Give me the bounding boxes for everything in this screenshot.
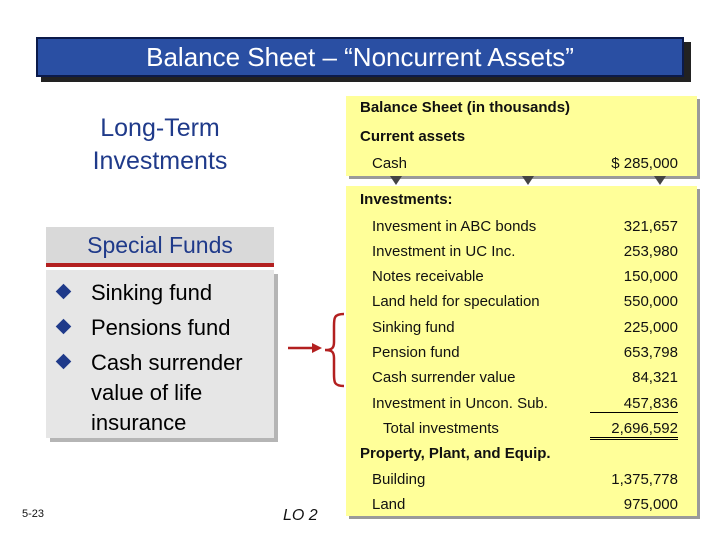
diamond-bullet-icon	[56, 284, 72, 300]
diamond-bullet-icon	[56, 319, 72, 335]
investment-row-label: Investment in UC Inc.	[372, 243, 516, 260]
bullet-text: Pensions fund	[91, 315, 231, 340]
investment-row-label: Invesment in ABC bonds	[372, 218, 537, 235]
marker-icon	[522, 176, 534, 185]
special-funds-header: Special Funds	[46, 227, 274, 267]
investment-row-value: 550,000	[623, 293, 678, 310]
learning-objective: LO 2	[283, 507, 318, 524]
slide-number: 5-23	[22, 508, 45, 520]
total-investments-value	[520, 420, 678, 440]
heading-line-1: Long-Term	[100, 114, 220, 142]
investment-row-label: Cash surrender value	[372, 369, 516, 386]
current-assets-label: Current assets	[360, 128, 466, 145]
investment-row-label: Notes receivable	[372, 268, 484, 285]
bullet-text: Sinking fund	[91, 280, 213, 305]
ppe-row-value: 975,000	[623, 496, 678, 513]
investments-label: Investments:	[360, 191, 453, 208]
investment-row-value: 150,000	[623, 268, 678, 285]
ppe-row-label: Land	[372, 496, 406, 513]
ppe-row-value: 1,375,778	[611, 471, 678, 488]
ppe-row-label: Building	[372, 471, 426, 488]
heading-line-2: Investments	[92, 147, 228, 175]
underlined-value: 457,836	[590, 395, 678, 413]
long-term-investments-heading	[70, 112, 250, 178]
investment-row-label: Pension fund	[372, 344, 460, 361]
double-underlined-value: 2,696,592	[590, 420, 678, 440]
left-brace-icon	[322, 312, 346, 388]
right-arrow-icon	[288, 340, 324, 356]
investment-row-label: Investment in Uncon. Sub.	[372, 395, 548, 412]
marker-icon	[390, 176, 402, 185]
investment-row-value: 225,000	[623, 319, 678, 336]
bullet-pensions-fund	[56, 313, 230, 343]
investment-row-value	[520, 395, 678, 413]
ppe-label: Property, Plant, and Equip.	[360, 445, 551, 462]
cash-label: Cash	[372, 155, 408, 172]
bullet-cash-surrender	[56, 348, 261, 438]
total-investments-label: Total investments	[383, 420, 499, 437]
investment-row-label: Sinking fund	[372, 319, 455, 336]
investment-row-value: 253,980	[623, 243, 678, 260]
diamond-bullet-icon	[56, 354, 72, 370]
investment-row-label: Land held for speculation	[372, 293, 540, 310]
investment-row-value: 653,798	[623, 344, 678, 361]
slide-title: Balance Sheet – “Noncurrent Assets”	[36, 37, 684, 77]
balance-sheet-title: Balance Sheet (in thousands)	[360, 99, 571, 116]
investment-row-value: 84,321	[632, 369, 678, 386]
bullet-text: Cash surrender value of life insurance	[91, 350, 243, 435]
marker-icon	[654, 176, 666, 185]
investment-row-value: 321,657	[623, 218, 678, 235]
cash-value: $ 285,000	[611, 155, 678, 172]
bullet-sinking-fund	[56, 278, 212, 308]
